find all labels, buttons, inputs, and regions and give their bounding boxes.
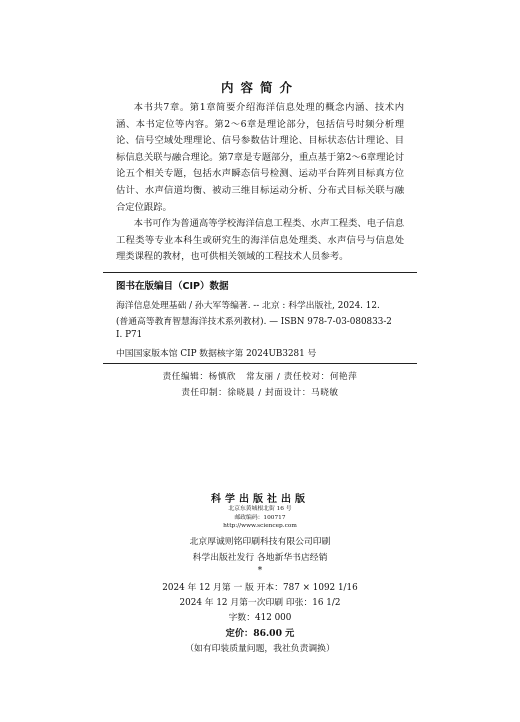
credits-line-2: 责任印制：徐晓晨 / 封面设计：马晓敏 [181, 388, 339, 398]
cip-line-2: (普通高等教育智慧海洋技术系列教材). — ISBN 978-7-03-080833-2 [116, 317, 392, 327]
publisher-block [0, 490, 520, 531]
edition-line-2: 2024 年 12 月第一次印刷 印张：16 1/2 [179, 598, 341, 608]
cip-line-1: 海洋信息处理基础 / 孙大军等编著. -- 北京 : 科学出版社, 2024. 12. [116, 301, 380, 311]
word-count: 字数：412 000 [228, 613, 292, 623]
distributor-line: 科学出版社发行 各地新华书店经销 [192, 553, 328, 563]
cip-top-rule [103, 272, 417, 273]
publisher-postcode: 邮政编码：100717 [234, 514, 286, 521]
cip-bottom-rule [103, 363, 417, 364]
publisher-name: 科学出版社出版 [211, 494, 309, 505]
cip-line-3: Ⅰ. P71 [116, 330, 143, 340]
intro-text [116, 100, 404, 266]
intro-paragraph-1: 本书共7章。第1章简要介绍海洋信息处理的概念内涵、技术内涵、本书定位等内容。第2～6章是理论部分，包括信号时频分析理论、信号空域处理理论、信号参数估计理论、目标状态估计理论、目标信息关联与融合理论。第7章是专题部分，重点基于第2～6章理论讨论五个相关专题，包括水声瞬态信号检测、运动平台阵列目标真方位估计、水声信道均衡、被动三维目标运动分析、分布式目标关联与融合定位跟踪。 [116, 102, 404, 213]
separator-star: * [257, 566, 263, 576]
edition-line-1: 2024 年 12 月第 一 版 开本：787 × 1092 1/16 [162, 583, 358, 593]
price: 定价：86.00 元 [225, 628, 295, 639]
quality-note: （如有印装质量问题，我社负责调换） [185, 644, 335, 654]
cip-title: 图书在版编目（CIP）数据 [116, 281, 229, 292]
publisher-website: http://www.sciencep.com [223, 523, 297, 529]
credits-line-1: 责任编辑：杨慎欣 常友丽 / 责任校对：何艳萍 [162, 372, 358, 382]
printer-line: 北京厚诚则铭印刷科技有限公司印刷 [189, 537, 331, 547]
publisher-address: 北京东黄城根北街 16 号 [228, 506, 292, 512]
intro-paragraph-2: 本书可作为普通高等学校海洋信息工程类、水声工程类、电子信息工程类等专业本科生或研究生的海洋信息处理类、水声信号与信息处理类课程的教材，也可供相关领域的工程技术人员参考。 [116, 218, 404, 263]
page-title: 内容简介 [220, 80, 299, 95]
cip-line-4: 中国国家版本馆 CIP 数据核字第 2024UB3281 号 [116, 349, 317, 359]
